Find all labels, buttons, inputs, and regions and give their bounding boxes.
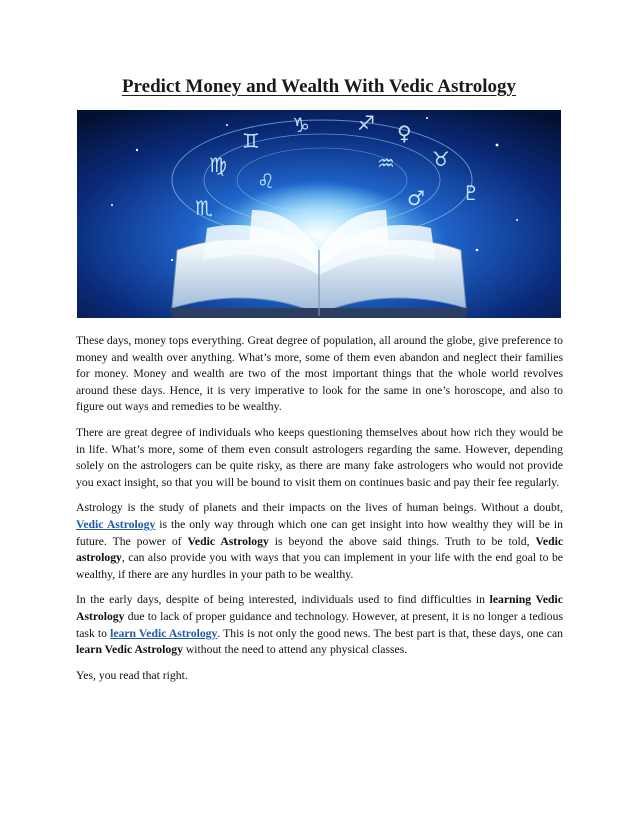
page-title: Predict Money and Wealth With Vedic Astrology (121, 76, 517, 97)
paragraph-intro: These days, money tops everything. Great degree of population, all around the globe, give preference to money and wealth over anything. What’s more, some of them even abandon and neglect their families for money. Money and wealth are two of the most important things that the whole world revolves around these days. Hence, it is very imperative to look for the same in one’s horoscope, and also to figure out ways and remedies to be wealthy. (76, 334, 563, 414)
svg-text:♇: ♇ (462, 181, 480, 205)
paragraph-learning (76, 592, 563, 658)
paragraph-vedic-astrology (76, 500, 563, 583)
paragraph-astrologers: There are great degree of individuals who keeps questioning themselves about how rich they would be in life. What’s more, some of them even consult astrologers regarding the same. However, depending solely on the astrologers can be quite risky, as there are many fake astrologers who would not provide you exact insight, so that you will be bound to visit them on continues basic and pay their fee regularly. (76, 425, 563, 489)
vedic-astrology-link[interactable]: Vedic Astrology (76, 517, 156, 531)
paragraph-closing: Yes, you read that right. (76, 668, 188, 682)
learn-vedic-astrology-link[interactable]: learn Vedic Astrology (110, 626, 218, 640)
svg-text:♀: ♀ (397, 121, 412, 145)
bold-term: learning Vedic Astrology (76, 593, 563, 623)
hero-image (77, 110, 561, 318)
text-run: , can also provide you with ways that you can implement in your life with the end goal to be wealthy, if there are any hurdles in your path to be wealthy. (76, 551, 563, 581)
text-run: . This is not only the good news. The best part is that, these days, one can (217, 626, 564, 640)
text-run: In the early days, despite of being interested, individuals used to find difficulties in (76, 593, 490, 607)
bold-term: Vedic Astrology (187, 534, 269, 548)
svg-text:♍: ♍ (209, 153, 227, 177)
svg-text:♐: ♐ (357, 111, 375, 135)
article-body (76, 333, 563, 693)
text-run: due to lack of proper guidance and technology. However, at present, it is no longer a tedious task to (76, 609, 563, 640)
text-run: without the need to attend any physical classes. (182, 643, 408, 657)
text-run: is beyond the above said things. Truth to be told, (268, 534, 536, 548)
text-run: Astrology is the study of planets and their impacts on the lives of human beings. Without a doubt, (76, 501, 563, 515)
bold-term: Vedic astrology (76, 534, 564, 565)
svg-text:♏: ♏ (195, 196, 213, 220)
svg-text:♑: ♑ (292, 113, 310, 137)
svg-text:♒: ♒ (377, 151, 395, 175)
svg-text:♉: ♉ (432, 147, 450, 171)
svg-text:♊: ♊ (242, 129, 260, 153)
svg-text:♌: ♌ (257, 169, 275, 193)
text-run: is the only way through which one can get insight into how wealthy they will be in future. The power of (76, 517, 563, 548)
svg-text:♂: ♂ (407, 186, 425, 210)
bold-term: learn Vedic Astrology (76, 643, 183, 657)
